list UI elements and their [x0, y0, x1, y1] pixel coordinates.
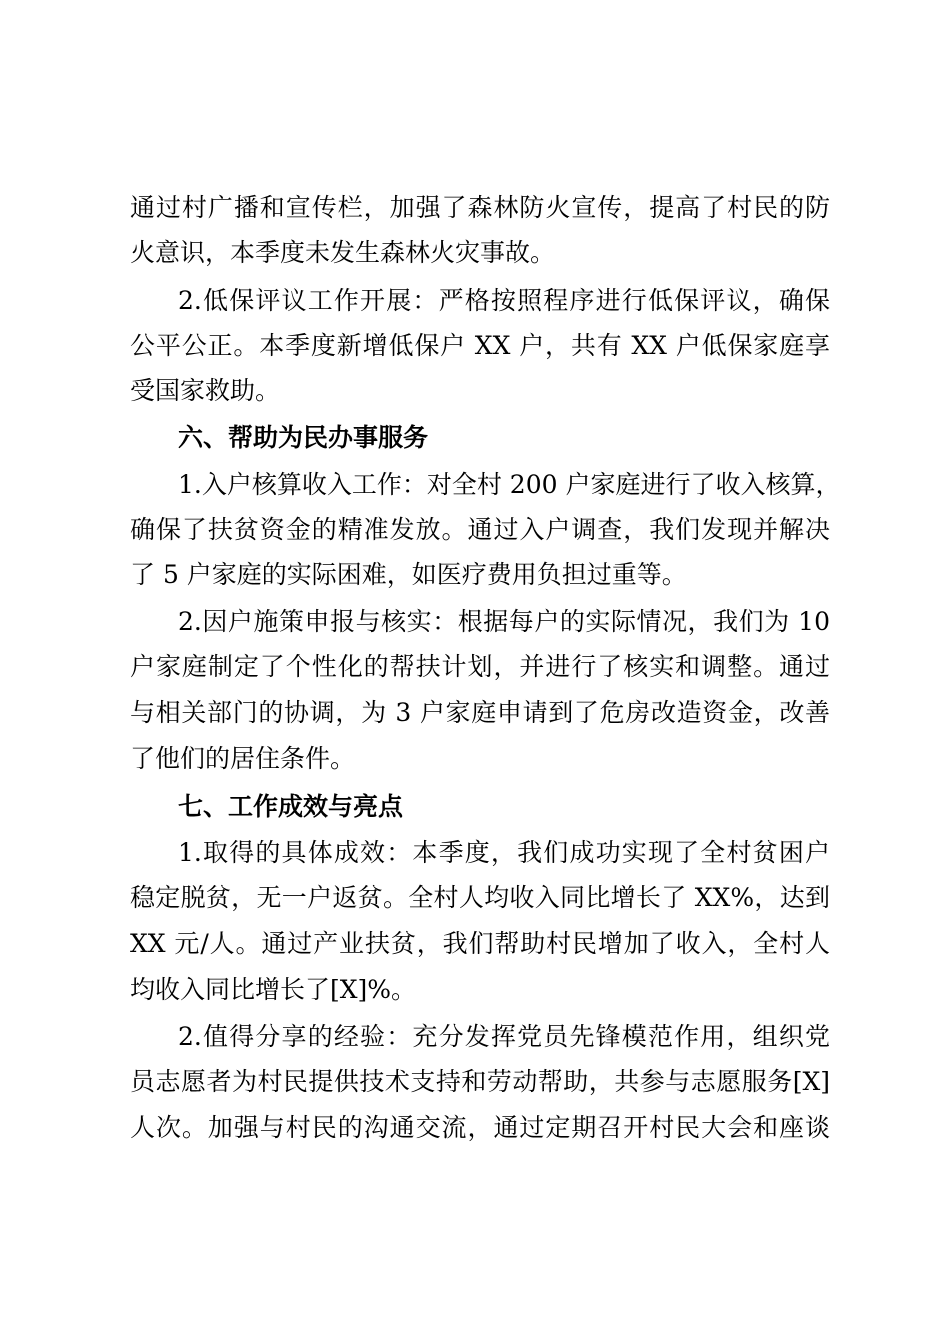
- paragraph-line: 2.低保评议工作开展：严格按照程序进行低保评议，确保: [178, 286, 830, 315]
- paragraph-line: 火意识，本季度未发生森林火灾事故。: [130, 238, 556, 267]
- paragraph-line: 1.入户核算收入工作：对全村 200 户家庭进行了收入核算，: [178, 470, 841, 499]
- paragraph-line: 2.值得分享的经验：充分发挥党员先锋模范作用，组织党: [178, 1022, 830, 1051]
- paragraph-line: 2.因户施策申报与核实：根据每户的实际情况，我们为 10: [178, 607, 830, 636]
- paragraph-line: 与相关部门的协调，为 3 户家庭申请到了危房改造资金，改善: [130, 698, 830, 727]
- paragraph-line: 均收入同比增长了[X]%。: [130, 975, 417, 1004]
- paragraph-line: 了 5 户家庭的实际困难，如医疗费用负担过重等。: [130, 560, 687, 589]
- paragraph-line: 了他们的居住条件。: [130, 744, 356, 773]
- paragraph-line: 受国家救助。: [130, 376, 281, 405]
- section-heading: 六、帮助为民办事服务: [178, 423, 429, 452]
- paragraph-line: 员志愿者为村民提供技术支持和劳动帮助，共参与志愿服务[X]: [130, 1067, 830, 1096]
- paragraph-line: 1.取得的具体成效：本季度，我们成功实现了全村贫困户: [178, 838, 830, 867]
- paragraph-line: 通过村广播和宣传栏，加强了森林防火宣传，提高了村民的防: [130, 193, 830, 222]
- paragraph-line: 稳定脱贫，无一户返贫。全村人均收入同比增长了 XX%，达到: [130, 883, 830, 912]
- paragraph-line: 公平公正。本季度新增低保户 XX 户，共有 XX 户低保家庭享: [130, 331, 830, 360]
- paragraph-line: 确保了扶贫资金的精准发放。通过入户调查，我们发现并解决: [130, 515, 830, 544]
- paragraph-line: 户家庭制定了个性化的帮扶计划，并进行了核实和调整。通过: [130, 652, 830, 681]
- section-heading: 七、工作成效与亮点: [178, 792, 404, 821]
- paragraph-line: 人次。加强与村民的沟通交流，通过定期召开村民大会和座谈: [130, 1113, 830, 1142]
- paragraph-line: XX 元/人。通过产业扶贫，我们帮助村民增加了收入，全村人: [130, 929, 830, 958]
